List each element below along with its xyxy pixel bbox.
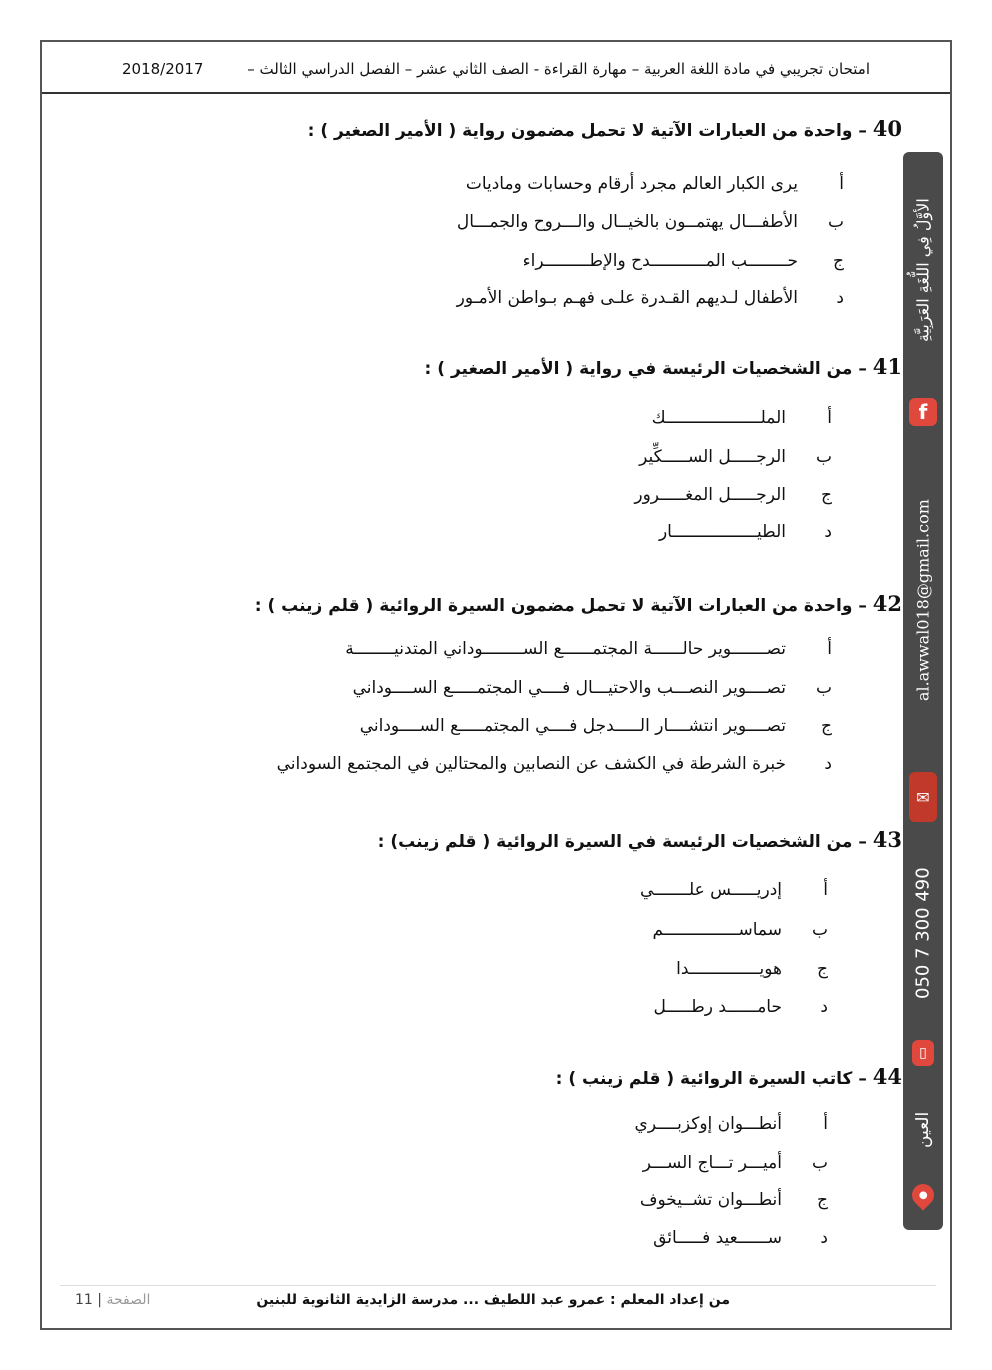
option-text: تصــــوير النصـــب والاحتيـــال فــــي المجتمـــــع الســــوداني [352,678,786,698]
question-number: 43 [872,827,902,852]
q42-option-a[interactable] [345,639,832,659]
sidebar-email[interactable]: al.awwal018@gmail.com [913,499,933,701]
option-text: خبرة الشرطة في الكشف عن النصابين والمحتالين في المجتمع السوداني [276,754,786,774]
q41-option-b[interactable] [639,447,832,467]
option-text: هويــــــــــــــدا [676,959,782,979]
question-42-title [255,591,902,616]
exam-header [60,60,870,78]
option-letter: ج [821,716,832,736]
sidebar-brand: الأوَّلُ فِي اللُّغَةِ العَرَبِيَّةِ [913,198,933,342]
q43-option-a[interactable] [640,880,828,900]
question-40-title [308,116,902,141]
option-letter: ب [815,447,832,467]
option-text: حامــــــد رطـــــل [653,997,782,1017]
option-letter: د [824,522,832,542]
question-text: – كاتب السيرة الروائية ( قلم زينب ) : [555,1069,867,1089]
header-divider [42,92,950,94]
option-text: يرى الكبار العالم مجرد أرقام وحسابات وماديات [465,174,798,194]
footer-author: من إعداد المعلم : عمرو عبد اللطيف ... مدرسة الزايدية الثانوية للبنين [256,1292,730,1308]
q44-option-b[interactable] [643,1153,828,1173]
option-text: تصــــوير انتشــــار الـــــدجل فــــي المجتمـــــع الســــوداني [359,716,786,736]
option-text: تصـــــــوير حالــــــة المجتمــــــع الســــــــوداني المتدنيــــــــة [345,639,786,659]
option-text: أنطـــوان تشــيخوف [639,1190,782,1210]
mail-icon[interactable]: ✉ [909,772,937,822]
question-43-title [378,827,902,852]
q42-option-d[interactable] [277,754,832,774]
option-text: الرجـــــل الســـــكِّير [639,447,786,467]
q42-option-b[interactable] [353,678,832,698]
q43-option-d[interactable] [653,997,828,1017]
question-number: 41 [872,354,902,379]
phone-icon: ▯ [912,1040,934,1066]
sidebar-phone[interactable]: 050 7 300 490 [912,867,934,999]
question-text: – من الشخصيات الرئيسة في رواية ( الأمير الصغير ) : [424,359,867,379]
q44-option-c[interactable] [640,1190,828,1210]
question-text: – واحدة من العبارات الآتية لا تحمل مضمون السيرة الروائية ( قلم زينب ) : [254,596,867,616]
option-text: حــــــــب المـــــــــــدح والإطـــــــــراء [522,251,798,271]
option-text: الرجـــــل المغـــــرور [634,485,786,505]
q41-option-a[interactable] [652,408,832,428]
option-text: الأطفال لـديهم القـدرة علـى فهـم بـواطن الأمـور [456,288,798,308]
exam-year: 2018/2017 [122,60,204,78]
q43-option-b[interactable] [652,920,828,940]
footer-divider [60,1285,936,1286]
option-letter: ج [817,1190,828,1210]
option-text: ســــــعيد فـــــائق [653,1228,782,1248]
option-text: أميـــر تـــاج الســـر [642,1153,782,1173]
option-letter: ج [817,959,828,979]
q44-option-d[interactable] [653,1228,828,1248]
option-letter: أ [823,1114,828,1134]
q44-option-a[interactable] [635,1114,828,1134]
question-number: 44 [872,1064,902,1089]
q41-option-c[interactable] [634,485,832,505]
page-number-label: 11 | الصفحة [75,1292,151,1308]
option-letter: أ [823,880,828,900]
question-number: 40 [872,116,902,141]
q40-option-c[interactable] [523,251,844,271]
question-41-title [425,354,902,379]
exam-title: امتحان تجريبي في مادة اللغة العربية – مهارة القراءة - الصف الثاني عشر – الفصل الدراسي الثالث – [247,60,870,78]
location-pin-icon: ● [907,1179,938,1210]
option-letter: د [820,1228,828,1248]
option-text: الطيـــــــــــــــــار [658,522,786,542]
option-letter: ب [811,920,828,940]
option-text: سماســـــــــــــــم [652,920,782,940]
option-text: الأطفـــال يهتمــون بالخيــال والـــروح والجمـــال [456,212,798,232]
option-letter: أ [839,174,844,194]
option-text: الملـــــــــــــــــــك [651,408,786,428]
page-number: 11 [75,1292,93,1308]
option-letter: د [824,754,832,774]
question-44-title [556,1064,902,1089]
option-letter: د [836,288,844,308]
option-text: أنطـــوان إوكزبــــري [634,1114,782,1134]
option-letter: ج [833,251,844,271]
option-letter: ج [821,485,832,505]
sidebar-city: العين [913,1111,933,1149]
option-letter: ب [827,212,844,232]
option-letter: د [820,997,828,1017]
option-letter: ب [811,1153,828,1173]
question-text: – من الشخصيات الرئيسة في السيرة الروائية ( قلم زينب) : [377,832,867,852]
question-number: 42 [872,591,902,616]
option-letter: أ [827,639,832,659]
page-word: الصفحة [106,1292,151,1308]
option-text: إدريـــــس علـــــــي [639,880,782,900]
question-text: – واحدة من العبارات الآتية لا تحمل مضمون رواية ( الأمير الصغير ) : [307,121,867,141]
q40-option-d[interactable] [457,288,844,308]
q43-option-c[interactable] [676,959,828,979]
q42-option-c[interactable] [360,716,832,736]
q40-option-b[interactable] [457,212,844,232]
option-letter: أ [827,408,832,428]
q41-option-d[interactable] [659,522,832,542]
q40-option-a[interactable] [466,174,844,194]
facebook-icon[interactable]: f [909,398,937,426]
option-letter: ب [815,678,832,698]
